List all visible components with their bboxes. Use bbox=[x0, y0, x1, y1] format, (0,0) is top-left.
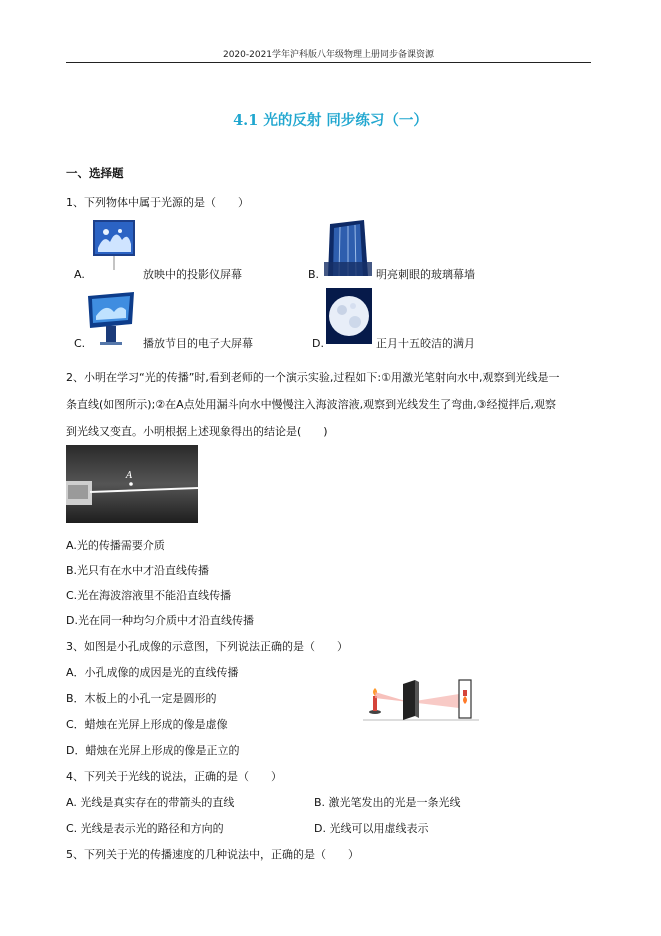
projector-screen-image bbox=[90, 218, 138, 272]
question-2-stem-line-3: 到光线又变直。小明根据上述现象得出的结论是( ) bbox=[66, 425, 328, 438]
q4-option-d: D. 光线可以用虚线表示 bbox=[314, 822, 429, 835]
q2-option-a: A.光的传播需要介质 bbox=[66, 539, 165, 552]
page-header: 2020-2021学年沪科版八年级物理上册同步备课资源 bbox=[222, 50, 435, 60]
laser-in-water-photo bbox=[66, 445, 198, 523]
q2-option-b: B.光只有在水中才沿直线传播 bbox=[66, 564, 210, 577]
header-rule bbox=[66, 62, 591, 63]
q4-option-c: C. 光线是表示光的路径和方向的 bbox=[66, 822, 224, 835]
q2-option-c: C.光在海波溶液里不能沿直线传播 bbox=[66, 589, 232, 602]
point-a-label: A bbox=[126, 471, 133, 481]
question-4-stem: 4、下列关于光线的说法，正确的是（ ） bbox=[66, 770, 282, 783]
question-3-stem: 3、如图是小孔成像的示意图，下列说法正确的是（ ） bbox=[66, 640, 348, 653]
q3-option-b: B．木板上的小孔一定是圆形的 bbox=[66, 692, 217, 705]
electronic-screen-image bbox=[84, 290, 138, 346]
q3-option-a: A．小孔成像的成因是光的直线传播 bbox=[66, 666, 239, 679]
q1-option-a-text: 放映中的投影仪屏幕 bbox=[143, 268, 242, 281]
q4-option-b: B. 激光笔发出的光是一条光线 bbox=[314, 796, 461, 809]
glass-curtain-wall-image bbox=[324, 218, 372, 276]
q1-option-b-text: 明亮刺眼的玻璃幕墙 bbox=[376, 268, 475, 281]
q1-option-c-letter: C. bbox=[74, 337, 86, 350]
q1-option-b-letter: B. bbox=[308, 268, 320, 281]
q2-option-d: D.光在同一种均匀介质中才沿直线传播 bbox=[66, 614, 254, 627]
q4-option-a: A. 光线是真实存在的带箭头的直线 bbox=[66, 796, 235, 809]
full-moon-image bbox=[326, 288, 372, 344]
q1-option-d-text: 正月十五皎洁的满月 bbox=[376, 337, 475, 350]
q1-option-c-text: 播放节目的电子大屏幕 bbox=[143, 337, 253, 350]
question-2-stem-line-1: 2、小明在学习“光的传播”时,看到老师的一个演示实验,过程如下:①用激光笔射向水中,观察到光线是一 bbox=[66, 371, 560, 384]
page-title: 4.1 光的反射 同步练习（一） bbox=[233, 112, 428, 129]
q3-option-c: C．蜡烛在光屏上形成的像是虚像 bbox=[66, 718, 228, 731]
question-5-stem: 5、下列关于光的传播速度的几种说法中，正确的是（ ） bbox=[66, 848, 359, 861]
section-heading: 一、选择题 bbox=[66, 166, 124, 180]
q3-option-d: D．蜡烛在光屏上形成的像是正立的 bbox=[66, 744, 240, 757]
pinhole-camera-diagram bbox=[363, 672, 479, 724]
question-2-stem-line-2: 条直线(如图所示);②在A点处用漏斗向水中慢慢注入海波溶液,观察到光线发生了弯曲,③经搅拌后,观察 bbox=[66, 398, 557, 411]
q1-option-a-letter: A. bbox=[74, 268, 85, 281]
question-1-stem: 1、下列物体中属于光源的是（ ） bbox=[66, 196, 249, 209]
q1-option-d-letter: D. bbox=[312, 337, 324, 350]
